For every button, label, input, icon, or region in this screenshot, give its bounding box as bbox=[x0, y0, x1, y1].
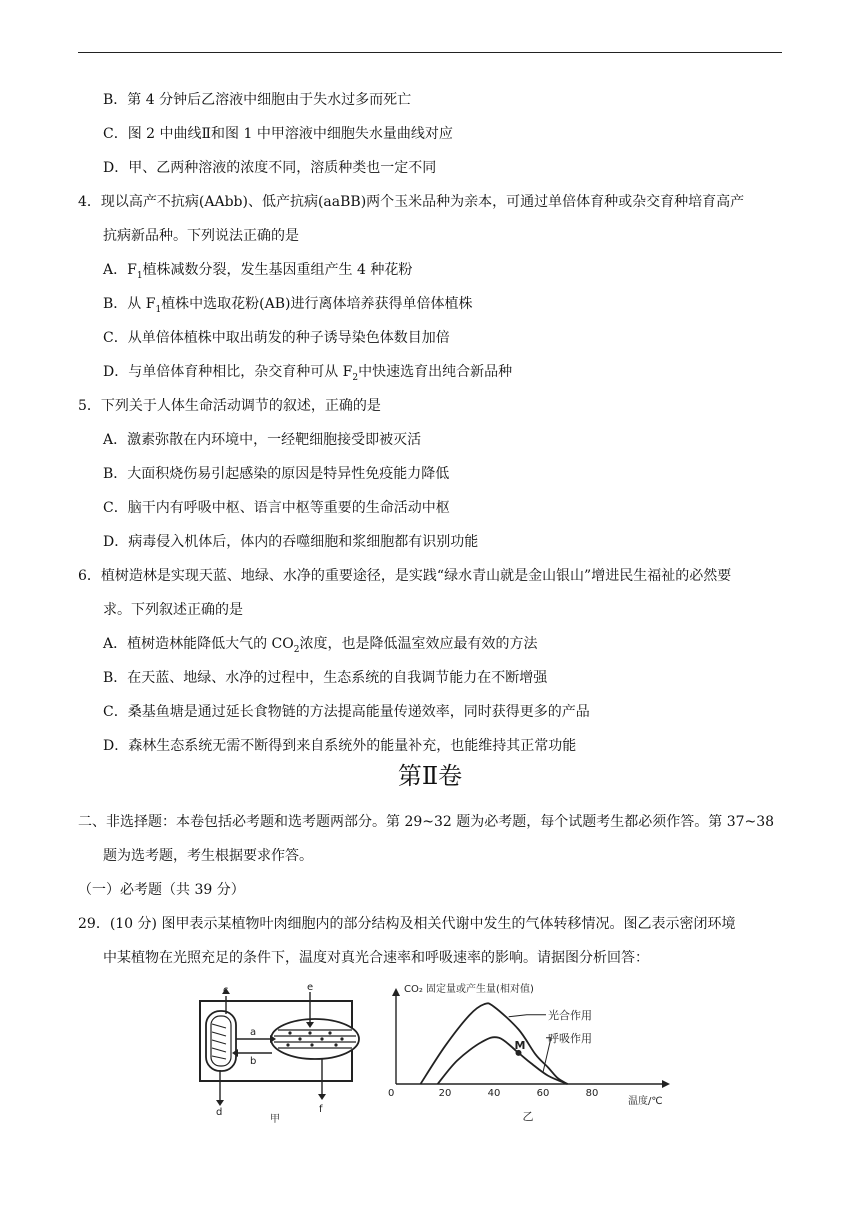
figure-jia bbox=[190, 984, 362, 1124]
required-section-heading: （一）必考题（共 39 分） bbox=[78, 882, 245, 898]
q5-option-a: A．激素弥散在内环境中，一经靶细胞接受即被灭活 bbox=[103, 432, 422, 448]
x-tick-label: 60 bbox=[536, 1088, 550, 1099]
q4-d-post: 中快速选育出纯合新品种 bbox=[358, 364, 513, 380]
q4-option-c: C．从单倍体植株中取出萌发的种子诱导染色体数目加倍 bbox=[103, 330, 450, 346]
caption-yi: 乙 bbox=[522, 1110, 534, 1123]
part2-intro-line1: 二、非选择题：本卷包括必考题和选考题两部分。第 29~32 题为必考题，每个试题考生都必须作答。第 37~38 bbox=[78, 814, 775, 830]
q4-b-post: 植株中选取花粉(AB)进行离体培养获得单倍体植株 bbox=[161, 296, 473, 312]
x-axis-arrow bbox=[662, 1080, 670, 1088]
q4-b-pre: B．从 F bbox=[103, 296, 156, 312]
x-tick-label: 40 bbox=[487, 1088, 501, 1099]
section-title: 第Ⅱ卷 bbox=[397, 762, 463, 790]
q29-stem-line2: 中某植物在光照充足的条件下，温度对真光合速率和呼吸速率的影响。请据图分析回答： bbox=[103, 950, 649, 966]
mitochondrion bbox=[206, 1011, 236, 1071]
q3-option-b: B．第 4 分钟后乙溶液中细胞由于失水过多而死亡 bbox=[103, 92, 412, 108]
q6-option-a bbox=[103, 634, 537, 660]
q3-option-c: C．图 2 中曲线Ⅱ和图 1 中甲溶液中细胞失水量曲线对应 bbox=[103, 126, 453, 142]
caption-jia: 甲 bbox=[270, 1114, 280, 1124]
y-axis-label: CO₂ 固定量或产生量(相对值) bbox=[404, 984, 534, 995]
q6-a-pre: A．植树造林能降低大气的 CO bbox=[103, 636, 294, 652]
part2-intro-line2: 题为选考题，考生根据要求作答。 bbox=[103, 848, 313, 864]
q5-stem: 5．下列关于人体生命活动调节的叙述，正确的是 bbox=[78, 398, 381, 414]
q4-option-a bbox=[103, 260, 412, 286]
q5-option-d: D．病毒侵入机体后，体内的吞噬细胞和浆细胞都有识别功能 bbox=[103, 534, 479, 550]
axes bbox=[396, 992, 666, 1084]
q4-b-sub: 1 bbox=[155, 304, 162, 315]
q4-d-pre: D．与单倍体育种相比，杂交育种可从 F bbox=[103, 364, 353, 380]
photosynthesis-leader-line bbox=[509, 1015, 546, 1017]
q6-option-d: D．森林生态系统无需不断得到来自系统外的能量补充，也能维持其正常功能 bbox=[103, 738, 577, 754]
q3-option-d: D．甲、乙两种溶液的浓度不同，溶质种类也一定不同 bbox=[103, 160, 437, 176]
y-axis-arrow bbox=[392, 988, 400, 996]
q6-stem-line2: 求。下列叙述正确的是 bbox=[103, 602, 243, 618]
label-e: e bbox=[307, 984, 314, 993]
figure-yi-chart bbox=[378, 980, 680, 1124]
q6-option-c: C．桑基鱼塘是通过延长食物链的方法提高能量传递效率，同时获得更多的产品 bbox=[103, 704, 590, 720]
q6-a-post: 浓度，也是降低温室效应最有效的方法 bbox=[299, 636, 538, 652]
label-f: f bbox=[319, 1104, 323, 1115]
annotation-m: M bbox=[514, 1038, 526, 1052]
q4-option-b bbox=[103, 294, 473, 320]
label-d: d bbox=[216, 1107, 223, 1118]
x-tick-label: 0 bbox=[388, 1088, 395, 1099]
series-label-respiration: 呼吸作用 bbox=[548, 1031, 592, 1045]
chloroplast bbox=[271, 1019, 359, 1059]
series-line-photosynthesis bbox=[421, 1003, 568, 1084]
q4-a-pre: A．F bbox=[103, 262, 137, 278]
x-tick-label: 20 bbox=[438, 1088, 452, 1099]
q4-a-sub: 1 bbox=[136, 270, 143, 281]
header-rule bbox=[78, 52, 782, 53]
q6-option-b: B．在天蓝、地绿、水净的过程中，生态系统的自我调节能力在不断增强 bbox=[103, 670, 548, 686]
q29-stem-line1: 29．(10 分) 图甲表示某植物叶肉细胞内的部分结构及相关代谢中发生的气体转移情况。图乙表示密闭环境 bbox=[78, 916, 736, 932]
q4-option-d bbox=[103, 362, 512, 388]
q5-option-b: B．大面积烧伤易引起感染的原因是特异性免疫能力降低 bbox=[103, 466, 450, 482]
q5-option-c: C．脑干内有呼吸中枢、语言中枢等重要的生命活动中枢 bbox=[103, 500, 450, 516]
q6-stem-line1: 6．植树造林是实现天蓝、地绿、水净的重要途径，是实践“绿水青山就是金山银山”增进民生福祉的必然要 bbox=[78, 568, 732, 584]
label-a: a bbox=[250, 1027, 257, 1038]
x-axis-label: 温度/℃ bbox=[628, 1096, 663, 1107]
label-b: b bbox=[250, 1056, 257, 1067]
q6-a-sub: 2 bbox=[293, 644, 300, 655]
x-tick-label: 80 bbox=[585, 1088, 599, 1099]
q4-d-sub: 2 bbox=[352, 372, 359, 383]
series-label-photosynthesis: 光合作用 bbox=[548, 1008, 592, 1022]
q4-a-post: 植株减数分裂，发生基因重组产生 4 种花粉 bbox=[142, 262, 413, 278]
q4-stem-line1: 4．现以高产不抗病(AAbb)、低产抗病(aaBB)两个玉米品种为亲本，可通过单倍体育种或杂交育种培育高产 bbox=[78, 194, 745, 210]
q4-stem-line2: 抗病新品种。下列说法正确的是 bbox=[103, 228, 299, 244]
label-c: c bbox=[223, 985, 229, 996]
